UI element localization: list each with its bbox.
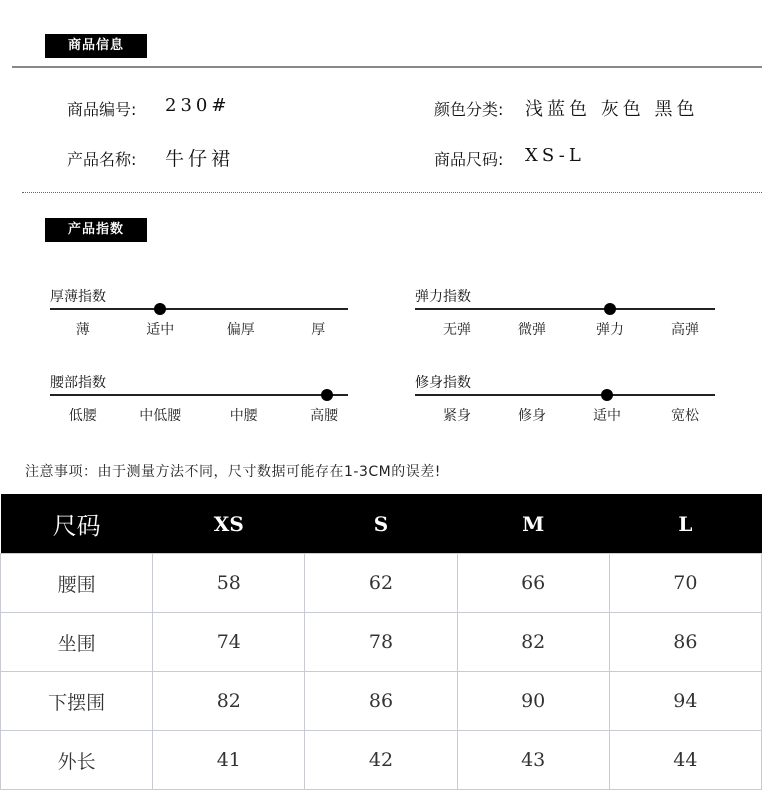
index-marker [321, 389, 333, 401]
table-row [1, 731, 762, 790]
waist-index-title: 腰部指数 [50, 375, 106, 391]
index-option: 中低腰 [139, 408, 182, 424]
table-cell: 66 [457, 554, 609, 613]
product-code-label: 商品编号: [67, 100, 137, 119]
table-cell: 90 [457, 672, 609, 731]
elasticity-index [415, 286, 715, 356]
table-cell: 94 [609, 672, 761, 731]
header-cell: S [305, 494, 457, 554]
table-cell: 70 [609, 554, 761, 613]
color-category-value: 浅蓝色 灰色 黑色 [525, 99, 699, 120]
size-table [0, 494, 762, 790]
fit-index [415, 372, 715, 442]
index-marker [601, 389, 613, 401]
table-cell: 43 [457, 731, 609, 790]
table-cell: 74 [153, 613, 305, 672]
thickness-index-title: 厚薄指数 [50, 289, 106, 305]
index-option: 薄 [75, 322, 90, 338]
index-track [415, 394, 715, 396]
table-cell: 44 [609, 731, 761, 790]
header-cell: XS [153, 494, 305, 554]
header-cell: L [609, 494, 761, 554]
index-option: 低腰 [68, 408, 97, 424]
index-option: 紧身 [443, 408, 471, 424]
index-option: 偏厚 [226, 322, 255, 338]
index-option: 微弹 [518, 322, 546, 338]
index-track [50, 308, 348, 310]
waist-index [50, 372, 348, 442]
table-cell: 86 [609, 613, 761, 672]
row-label: 坐围 [1, 613, 153, 672]
color-category-label: 颜色分类: [434, 100, 504, 119]
divider-dotted [22, 192, 762, 193]
row-label: 外长 [1, 731, 153, 790]
row-label: 下摆围 [1, 672, 153, 731]
row-label: 腰围 [1, 554, 153, 613]
index-option: 厚 [311, 322, 326, 338]
product-name-value: 牛仔裙 [165, 148, 235, 170]
index-track [50, 394, 348, 396]
product-size-label: 商品尺码: [434, 150, 504, 169]
thickness-index [50, 286, 348, 356]
table-row [1, 554, 762, 613]
index-option: 修身 [518, 408, 546, 424]
index-option: 无弹 [443, 322, 471, 338]
product-size-value: XS-L [525, 145, 585, 166]
index-option: 高腰 [310, 408, 339, 424]
table-cell: 86 [305, 672, 457, 731]
table-cell: 78 [305, 613, 457, 672]
index-marker [604, 303, 616, 315]
section-title-product-info: 商品信息 [45, 34, 147, 58]
index-option: 宽松 [671, 408, 699, 424]
table-cell: 58 [153, 554, 305, 613]
header-cell: M [457, 494, 609, 554]
product-code-value: 230# [165, 95, 231, 116]
size-table-header [1, 494, 762, 554]
table-row [1, 672, 762, 731]
index-option: 高弹 [671, 322, 699, 338]
index-option: 适中 [146, 322, 175, 338]
measurement-note: 注意事项：由于测量方法不同，尺寸数据可能存在1-3CM的误差! [25, 464, 441, 480]
header-cell: 尺码 [1, 494, 153, 554]
index-option: 适中 [593, 408, 621, 424]
table-cell: 41 [153, 731, 305, 790]
table-cell: 82 [153, 672, 305, 731]
table-row [1, 613, 762, 672]
elasticity-index-title: 弹力指数 [415, 289, 471, 305]
section-title-product-index: 产品指数 [45, 218, 147, 242]
index-option: 中腰 [229, 408, 258, 424]
table-cell: 62 [305, 554, 457, 613]
fit-index-title: 修身指数 [415, 375, 471, 391]
table-cell: 82 [457, 613, 609, 672]
index-marker [154, 303, 166, 315]
product-name-label: 产品名称: [67, 150, 137, 169]
index-option: 弹力 [596, 322, 624, 338]
index-track [415, 308, 715, 310]
divider-solid [12, 66, 762, 68]
table-cell: 42 [305, 731, 457, 790]
